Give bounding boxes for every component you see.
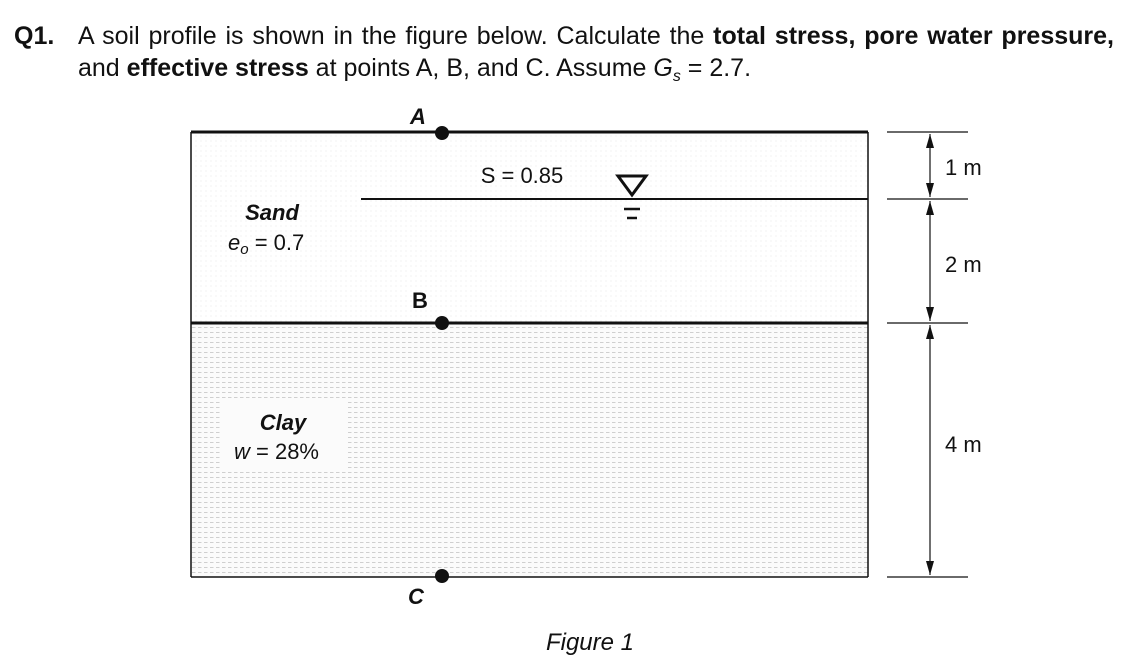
clay-label: Clay (259, 410, 307, 435)
question-number: Q1. (14, 22, 55, 50)
point-b-label: B (412, 288, 428, 313)
sand-layer (191, 132, 868, 323)
dimension-lines (887, 132, 968, 577)
point-c-marker (435, 569, 449, 583)
sand-label: Sand (245, 200, 299, 225)
figure-caption: Figure 1 (545, 629, 635, 656)
question-text-part: A soil profile is shown in the figure below. Calculate the (78, 22, 714, 50)
question-text-part: total stress, pore water pressure, (713, 22, 1114, 50)
saturation-label: S = 0.85 (480, 163, 564, 188)
question-text-part: and (78, 54, 127, 82)
question-text-part: G (653, 54, 673, 82)
clay-water-content: w = 28% (234, 439, 319, 464)
question-text-part: effective stress (126, 54, 309, 82)
question-text-part: at points A, B, and C. Assume (308, 54, 654, 82)
point-a-label: A (410, 104, 426, 129)
sand-void-ratio: eo = 0.7 (228, 230, 305, 258)
dim-label-4m: 4 m (945, 432, 982, 457)
question-text-part: s (672, 68, 681, 85)
dim-label-1m: 1 m (945, 155, 982, 180)
point-a-marker (435, 126, 449, 140)
dim-label-2m: 2 m (945, 252, 982, 277)
point-c-label: C (408, 584, 424, 609)
question-text-part: = 2.7. (680, 54, 752, 82)
point-b-marker (435, 316, 449, 330)
